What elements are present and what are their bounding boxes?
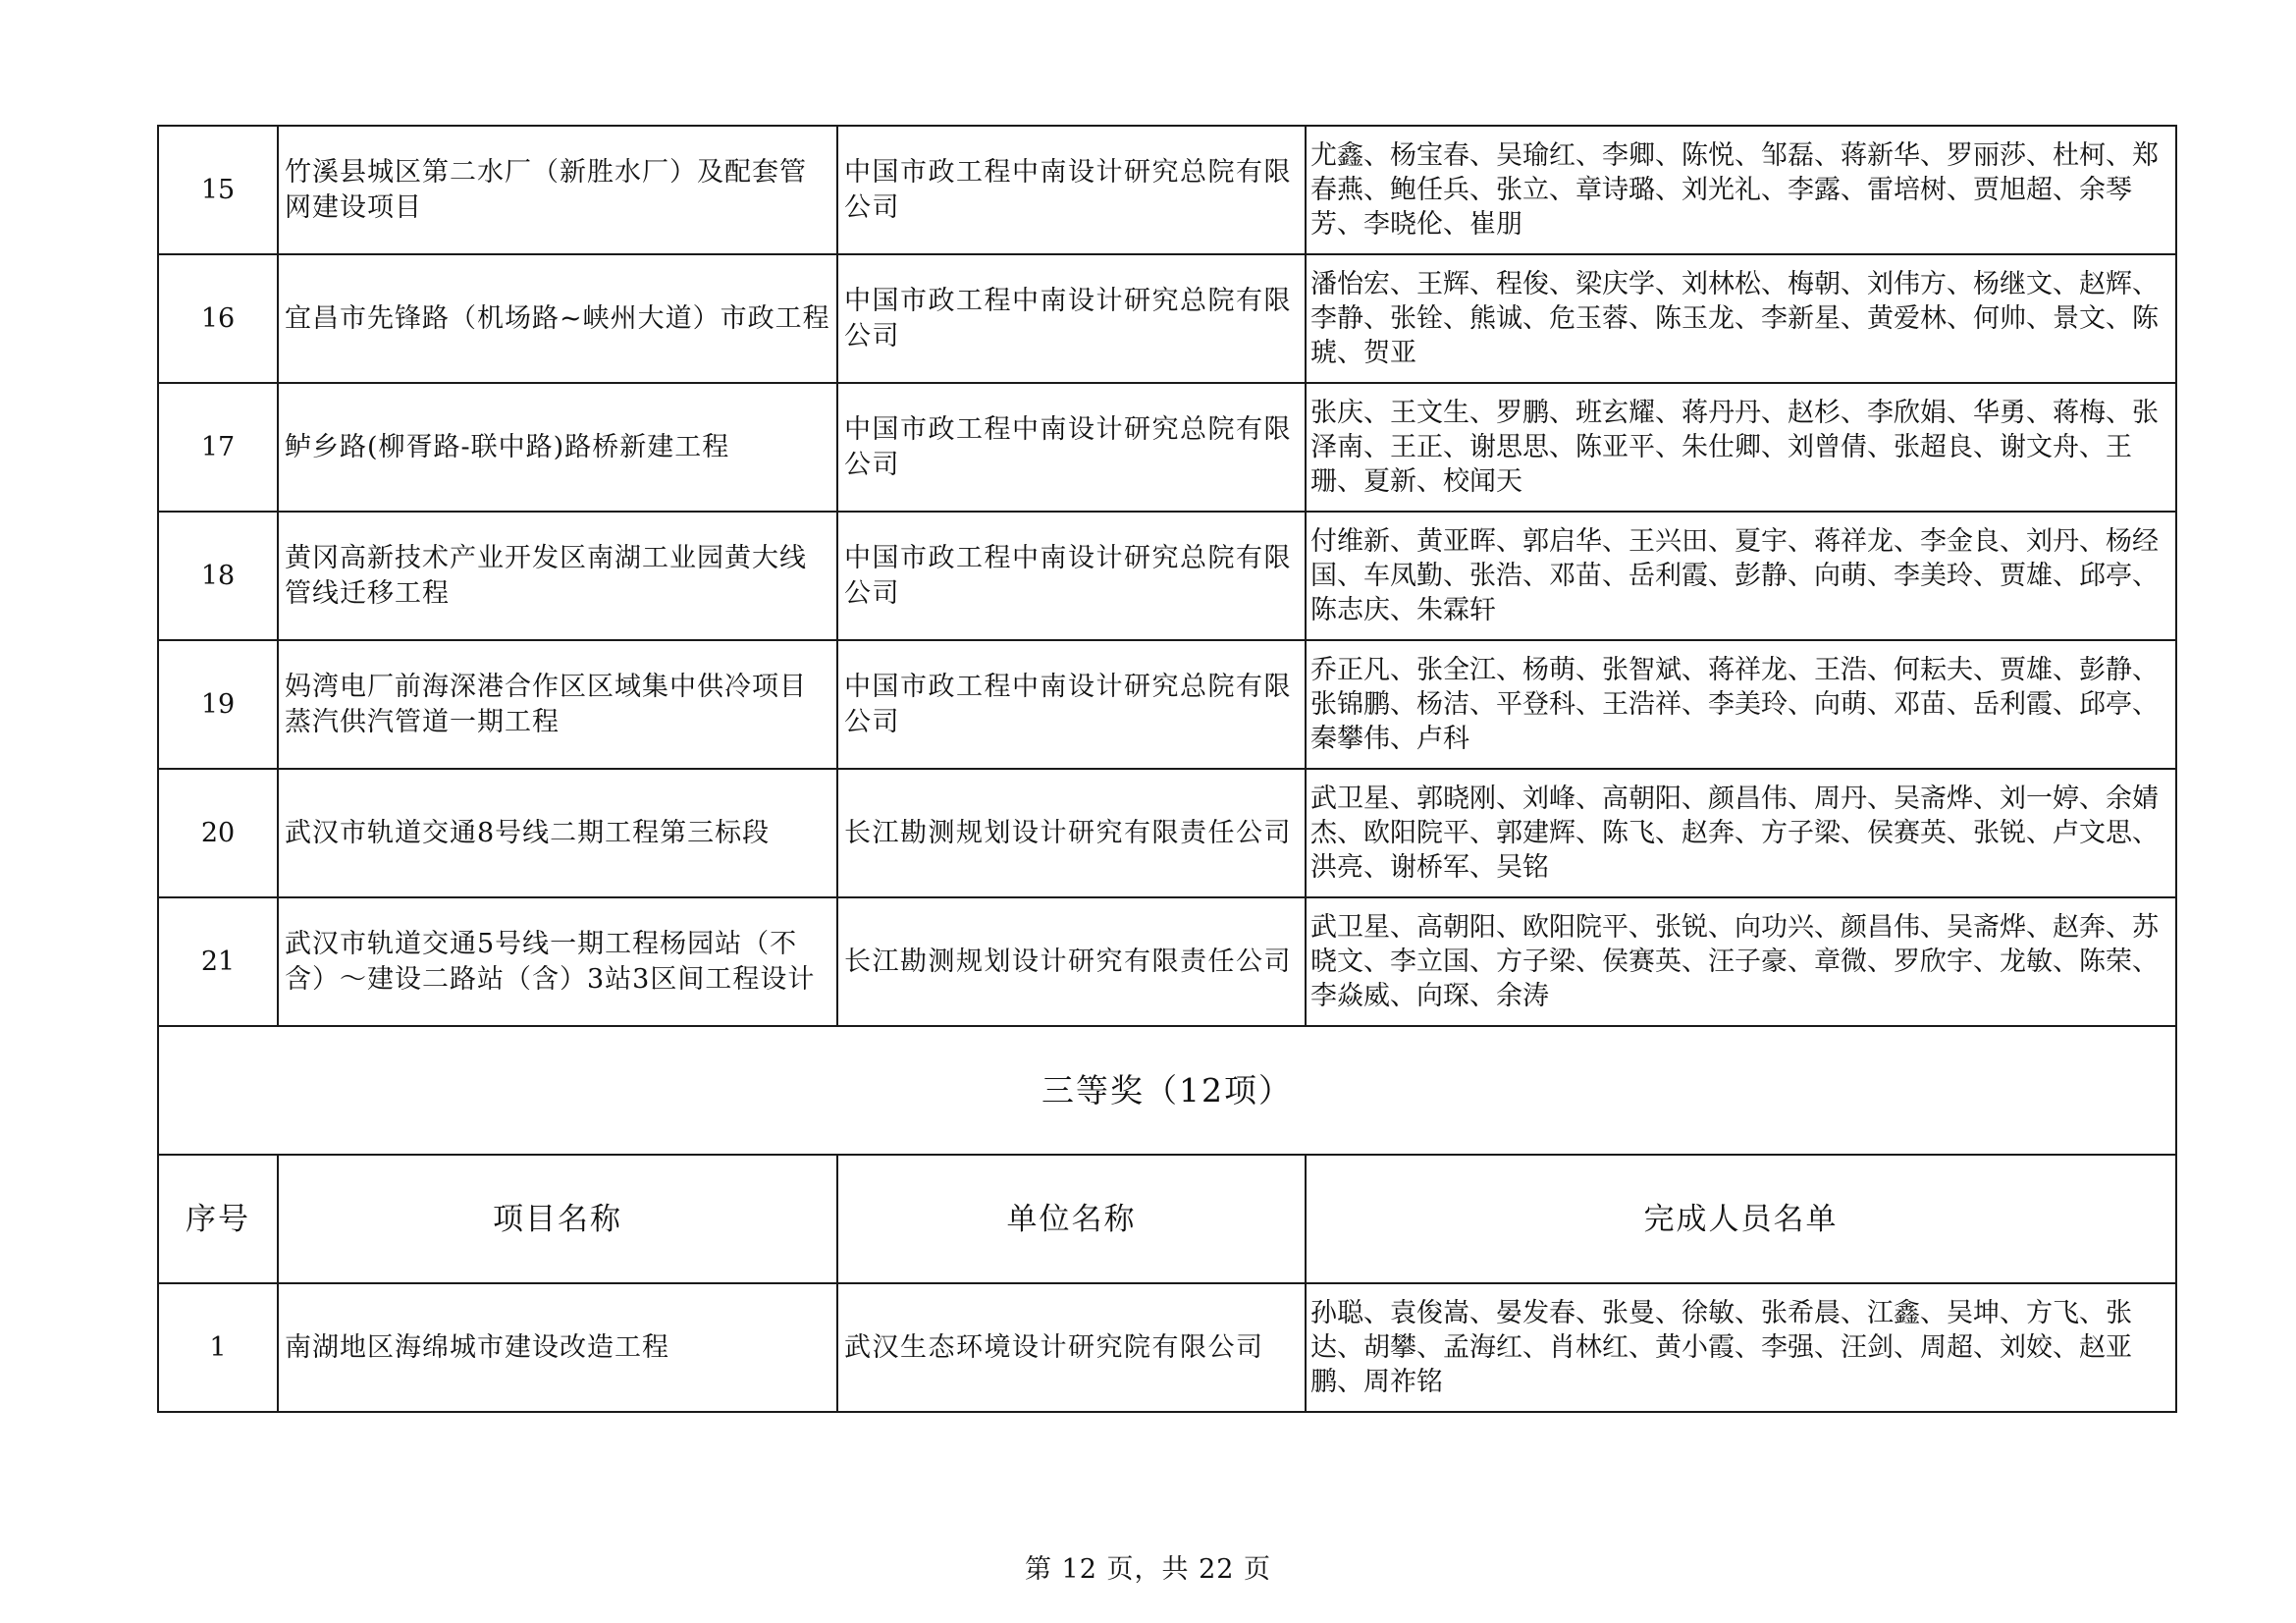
member-names: 付维新、黄亚晖、郭启华、王兴田、夏宇、蒋祥龙、李金良、刘丹、杨经国、车凤勤、张浩、邓苗、岳利霞、彭静、向萌、李美玲、贾雄、邱亭、陈志庆、朱霖轩 (1306, 512, 2176, 640)
project-name: 妈湾电厂前海深港合作区区域集中供冷项目蒸汽供汽管道一期工程 (278, 640, 837, 769)
table-row (158, 126, 2176, 254)
unit-name: 长江勘测规划设计研究有限责任公司 (837, 769, 1306, 897)
row-number: 18 (158, 512, 278, 640)
page-number: 第 12 页，共 22 页 (1024, 1554, 1272, 1585)
row-number: 1 (158, 1283, 278, 1412)
project-name: 黄冈高新技术产业开发区南湖工业园黄大线管线迁移工程 (278, 512, 837, 640)
member-names: 武卫星、郭晓刚、刘峰、高朝阳、颜昌伟、周丹、吴斋烨、刘一婷、余婧杰、欧阳院平、郭建辉、陈飞、赵奔、方子梁、侯赛英、张锐、卢文思、洪亮、谢桥军、吴铭 (1306, 769, 2176, 897)
unit-name: 中国市政工程中南设计研究总院有限公司 (837, 126, 1306, 254)
row-number: 21 (158, 897, 278, 1026)
header-names: 完成人员名单 (1306, 1155, 2176, 1283)
member-names: 尤鑫、杨宝春、吴瑜红、李卿、陈悦、邹磊、蒋新华、罗丽莎、杜柯、郑春燕、鲍任兵、张立、章诗璐、刘光礼、李露、雷培树、贾旭超、余琴芳、李晓伦、崔朋 (1306, 126, 2176, 254)
member-names: 潘怡宏、王辉、程俊、梁庆学、刘林松、梅朝、刘伟方、杨继文、赵辉、李静、张铨、熊诚、危玉蓉、陈玉龙、李新星、黄爱林、何帅、景文、陈琥、贺亚 (1306, 254, 2176, 383)
table-header-row (158, 1155, 2176, 1283)
project-name: 武汉市轨道交通8号线二期工程第三标段 (278, 769, 837, 897)
row-number: 17 (158, 383, 278, 512)
member-names: 张庆、王文生、罗鹏、班玄耀、蒋丹丹、赵杉、李欣娟、华勇、蒋梅、张泽南、王正、谢思思、陈亚平、朱仕卿、刘曾倩、张超良、谢文舟、王珊、夏新、校闻天 (1306, 383, 2176, 512)
row-number: 16 (158, 254, 278, 383)
project-name: 鲈乡路(柳胥路-联中路)路桥新建工程 (278, 383, 837, 512)
section-title-row (158, 1026, 2176, 1155)
row-number: 15 (158, 126, 278, 254)
unit-name: 中国市政工程中南设计研究总院有限公司 (837, 383, 1306, 512)
member-names: 孙聪、袁俊嵩、晏发春、张曼、徐敏、张希晨、江鑫、吴坤、方飞、张达、胡攀、孟海红、肖林红、黄小霞、李强、汪剑、周超、刘姣、赵亚鹏、周祚铭 (1306, 1283, 2176, 1412)
row-number: 19 (158, 640, 278, 769)
table-row (158, 383, 2176, 512)
header-no: 序号 (158, 1155, 278, 1283)
header-unit: 单位名称 (837, 1155, 1306, 1283)
table-row (158, 1283, 2176, 1412)
project-name: 南湖地区海绵城市建设改造工程 (278, 1283, 837, 1412)
table-row (158, 640, 2176, 769)
member-names: 武卫星、高朝阳、欧阳院平、张锐、向功兴、颜昌伟、吴斋烨、赵奔、苏晓文、李立国、方子梁、侯赛英、汪子豪、章微、罗欣宇、龙敏、陈荣、李焱威、向琛、余涛 (1306, 897, 2176, 1026)
awards-table (157, 125, 2177, 1413)
unit-name: 长江勘测规划设计研究有限责任公司 (837, 897, 1306, 1026)
member-names: 乔正凡、张全江、杨萌、张智斌、蒋祥龙、王浩、何耘夫、贾雄、彭静、张锦鹏、杨洁、平登科、王浩祥、李美玲、向萌、邓苗、岳利霞、邱亭、秦攀伟、卢科 (1306, 640, 2176, 769)
table-row (158, 254, 2176, 383)
project-name: 竹溪县城区第二水厂（新胜水厂）及配套管网建设项目 (278, 126, 837, 254)
row-number: 20 (158, 769, 278, 897)
header-project: 项目名称 (278, 1155, 837, 1283)
project-name: 武汉市轨道交通5号线一期工程杨园站（不含）～建设二路站（含）3站3区间工程设计 (278, 897, 837, 1026)
unit-name: 中国市政工程中南设计研究总院有限公司 (837, 512, 1306, 640)
unit-name: 中国市政工程中南设计研究总院有限公司 (837, 254, 1306, 383)
table-row (158, 769, 2176, 897)
unit-name: 中国市政工程中南设计研究总院有限公司 (837, 640, 1306, 769)
project-name: 宜昌市先锋路（机场路~峡州大道）市政工程 (278, 254, 837, 383)
unit-name: 武汉生态环境设计研究院有限公司 (837, 1283, 1306, 1412)
table-row (158, 897, 2176, 1026)
table-row (158, 512, 2176, 640)
section-title: 三等奖（12项） (158, 1026, 2176, 1155)
